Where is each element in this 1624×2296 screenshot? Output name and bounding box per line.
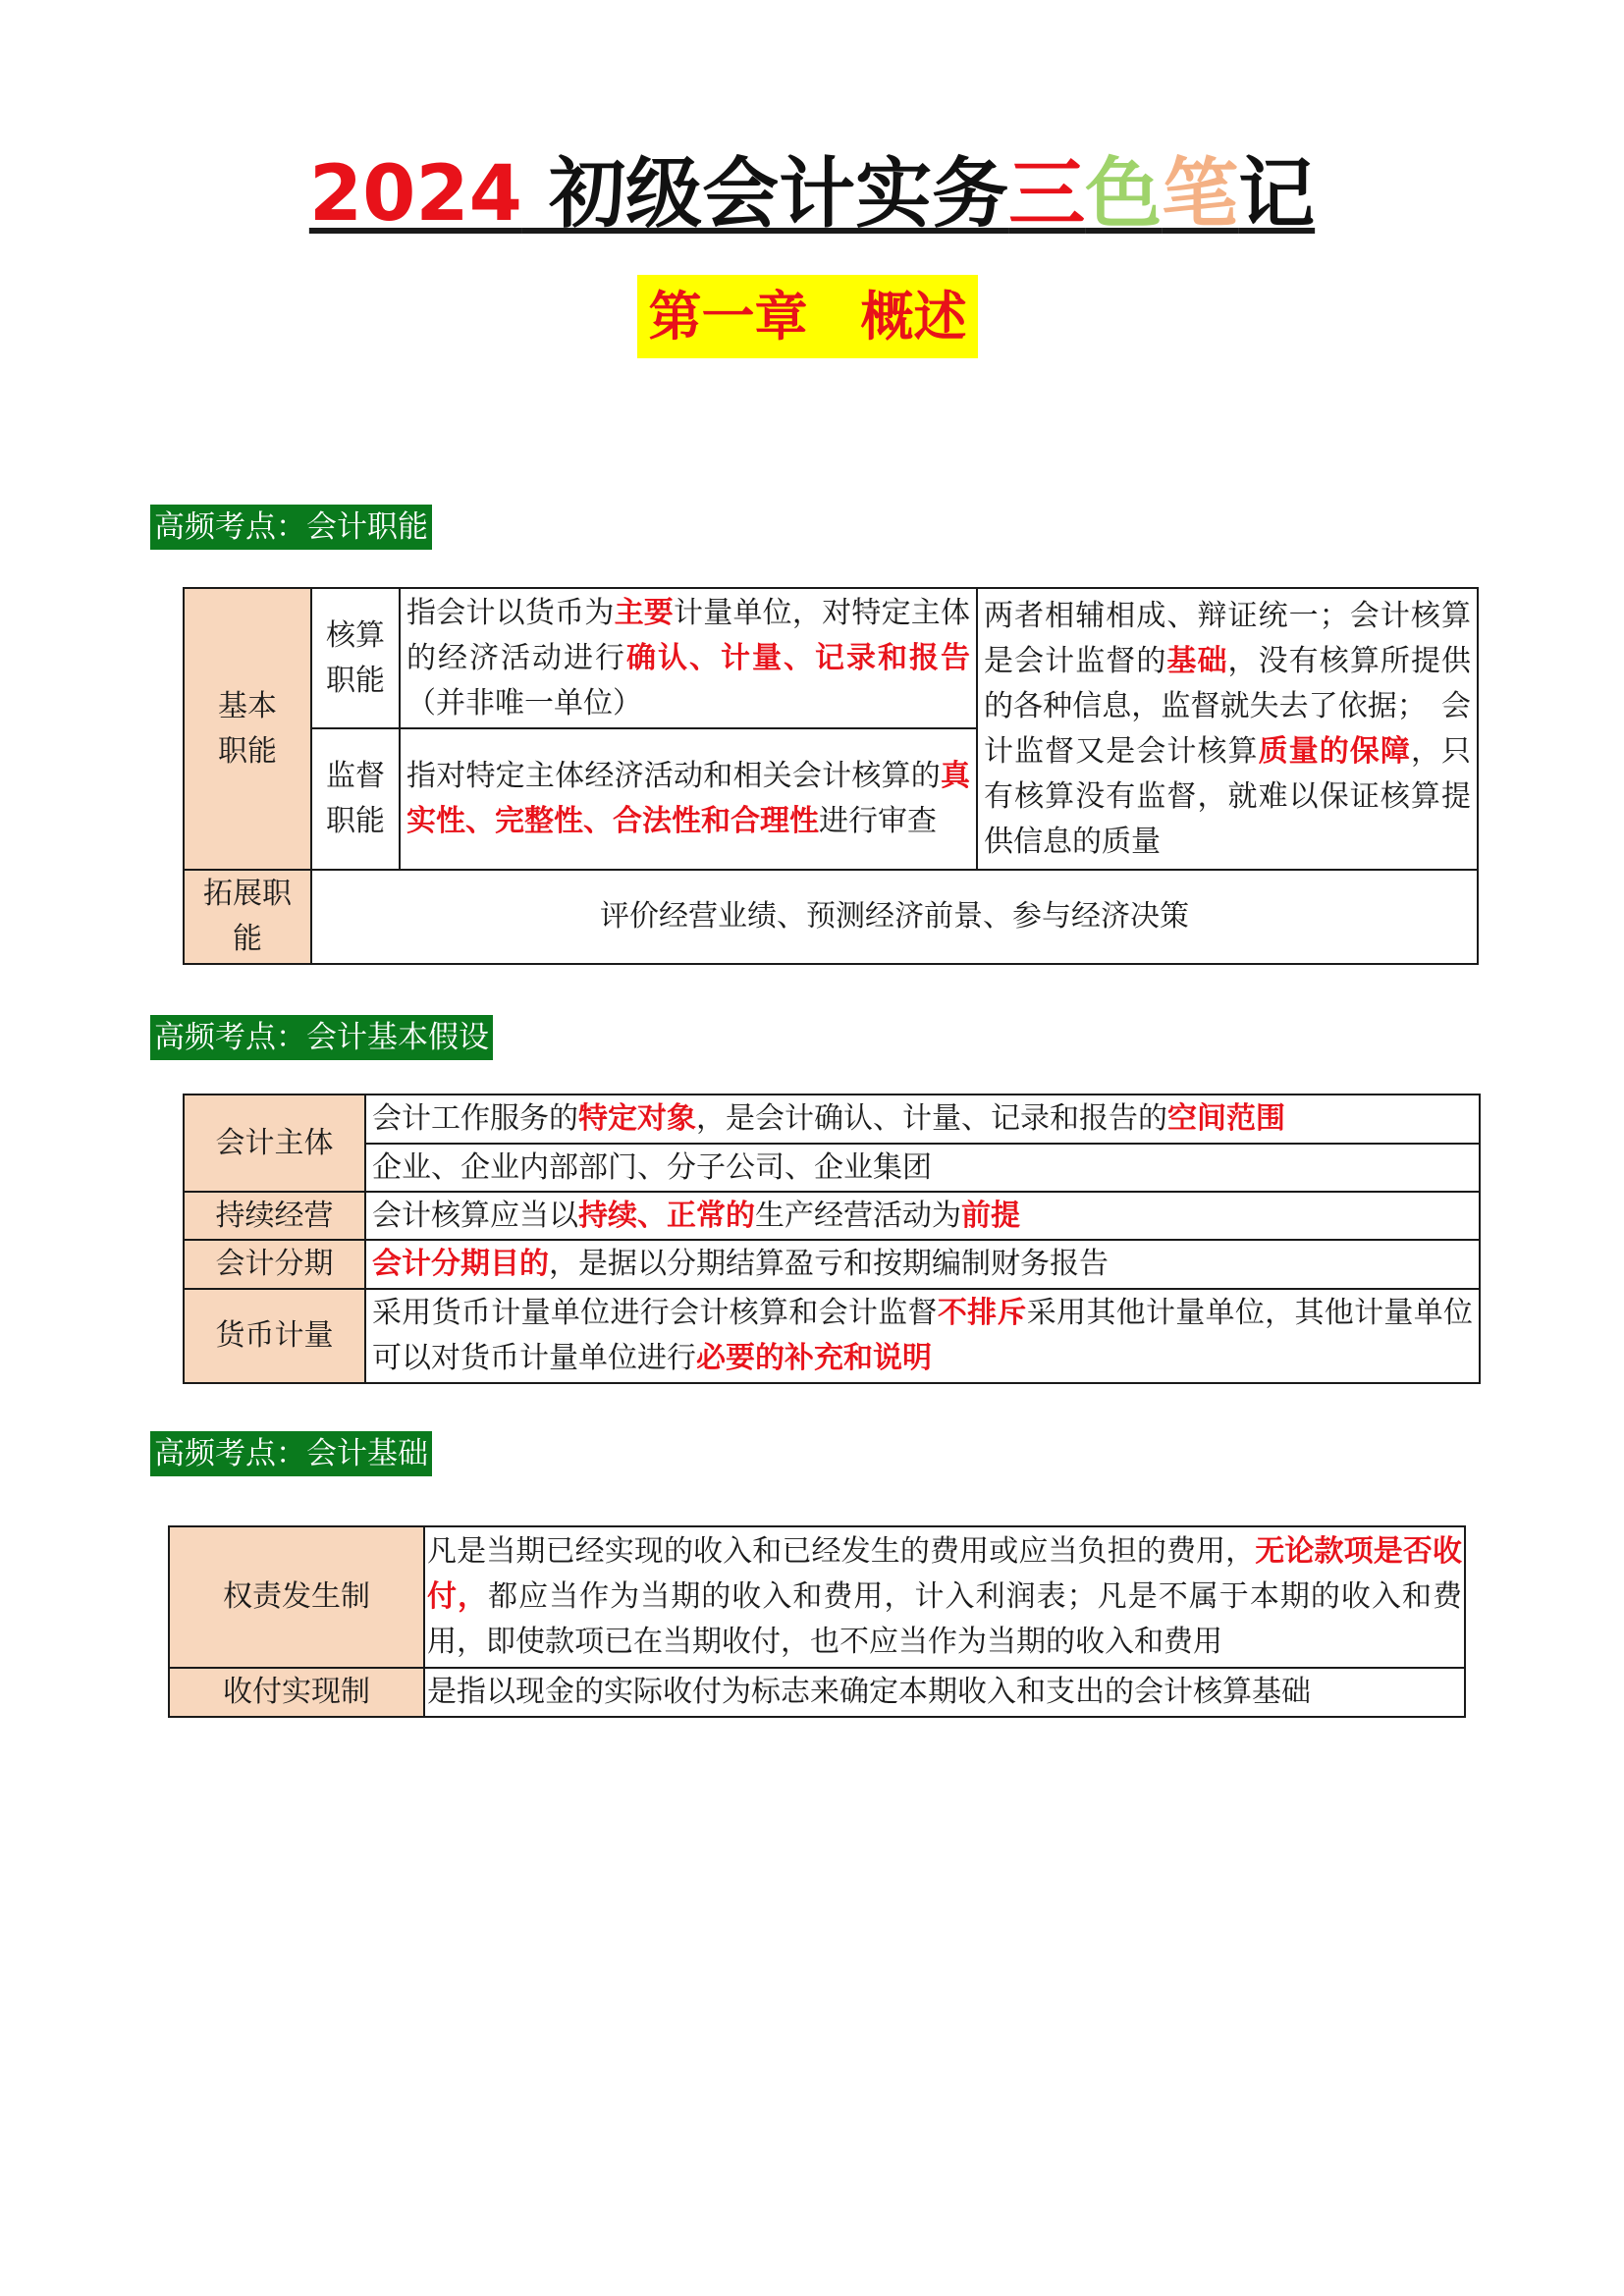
accounting-entity-label: 会计主体 [184, 1095, 365, 1192]
accounting-period-text: 会计分期目的，是据以分期结算盈亏和按期编制财务报告 [365, 1240, 1480, 1289]
section-heading-bases: 高频考点：会计基础 [150, 1431, 432, 1476]
going-concern-text: 会计核算应当以持续、正常的生产经营活动为前提 [365, 1192, 1480, 1240]
supervision-function-label: 监督职能 [311, 728, 400, 870]
bases-table [168, 1525, 1466, 1718]
functions-relation-text: 两者相辅相成、辩证统一；会计核算是会计监督的基础，没有核算所提供的各种信息，监督就失去了依据； 会计监督又是会计核算质量的保障，只有核算没有监督，就难以保证核算提供信息的质量 [977, 588, 1478, 870]
extended-functions-text: 评价经营业绩、预测经济前景、参与经济决策 [311, 870, 1478, 964]
cash-basis-label: 收付实现制 [169, 1668, 424, 1717]
accrual-basis-text: 凡是当期已经实现的收入和已经发生的费用或应当负担的费用，无论款项是否收付，都应当作为当期的收入和费用，计入利润表；凡是不属于本期的收入和费用，即使款项已在当期收付，也不应当作为当期的收入和费用 [424, 1526, 1465, 1668]
accrual-basis-label: 权责发生制 [169, 1526, 424, 1668]
cash-basis-text: 是指以现金的实际收付为标志来确定本期收入和支出的会计核算基础 [424, 1668, 1465, 1717]
accounting-period-label: 会计分期 [184, 1240, 365, 1289]
accounting-function-text: 指会计以货币为主要计量单位，对特定主体的经济活动进行确认、计量、记录和报告（并非唯一单位） [400, 588, 977, 728]
extended-functions-label: 拓展职能 [184, 870, 311, 964]
document-title: 2024 初级会计实务三色笔记 [308, 150, 1316, 239]
accounting-entity-text: 会计工作服务的特定对象，是会计确认、计量、记录和报告的空间范围 [365, 1095, 1480, 1144]
going-concern-label: 持续经营 [184, 1192, 365, 1240]
accounting-entity-examples: 企业、企业内部部门、分子公司、企业集团 [365, 1144, 1480, 1192]
section-heading-functions: 高频考点：会计职能 [150, 505, 432, 550]
functions-table [183, 587, 1479, 965]
section-heading-assumptions: 高频考点：会计基本假设 [150, 1015, 493, 1060]
assumptions-table [183, 1094, 1481, 1384]
chapter-heading: 第一章 概述 [637, 275, 978, 358]
accounting-function-label: 核算职能 [311, 588, 400, 728]
basic-functions-label: 基本职能 [184, 588, 311, 870]
monetary-measurement-label: 货币计量 [184, 1289, 365, 1383]
monetary-measurement-text: 采用货币计量单位进行会计核算和会计监督不排斥采用其他计量单位，其他计量单位可以对货币计量单位进行必要的补充和说明 [365, 1289, 1480, 1383]
supervision-function-text: 指对特定主体经济活动和相关会计核算的真实性、完整性、合法性和合理性进行审查 [400, 728, 977, 870]
